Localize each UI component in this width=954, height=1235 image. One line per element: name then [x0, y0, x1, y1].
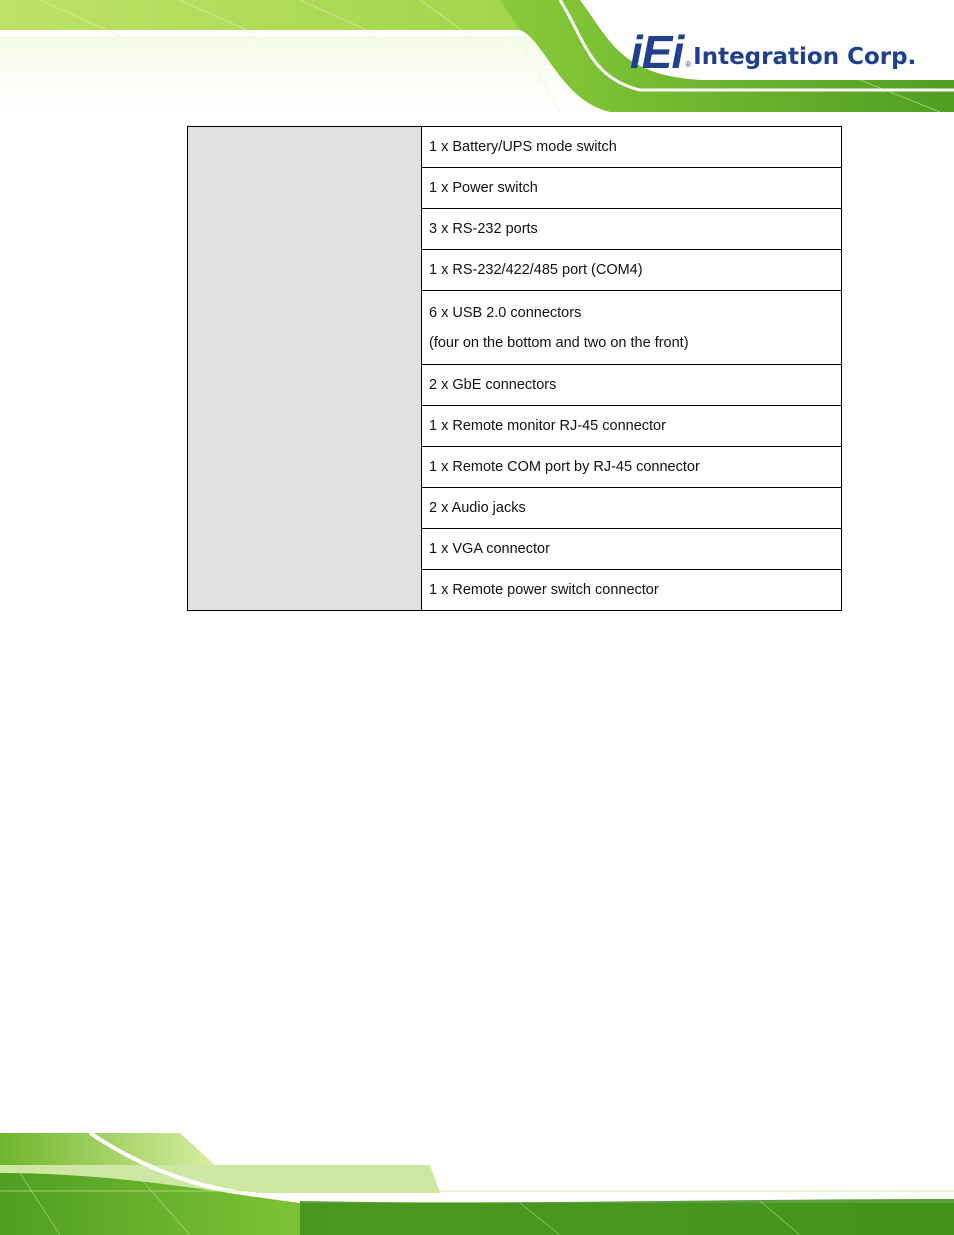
spec-item-cell: [422, 127, 842, 168]
spec-item-cell: [422, 447, 842, 488]
spec-item-cell: [422, 529, 842, 570]
page-footer: [0, 1133, 954, 1235]
logo-registered-mark: ®: [685, 60, 692, 69]
spec-item-cell: [422, 365, 842, 406]
spec-item-text: 6 x USB 2.0 connectors: [429, 304, 582, 321]
spec-item-text: 1 x VGA connector: [429, 541, 550, 557]
spec-item-cell: [422, 168, 842, 209]
spec-item-text: 1 x Remote power switch connector: [429, 582, 659, 598]
company-logo: [630, 26, 917, 78]
spec-item-text: 1 x Battery/UPS mode switch: [429, 139, 617, 155]
spec-item-cell: [422, 406, 842, 447]
spec-item-text: 2 x Audio jacks: [429, 500, 526, 516]
page-header: [0, 0, 954, 112]
spec-item-text: 2 x GbE connectors: [429, 377, 557, 393]
spec-item-cell: [422, 209, 842, 250]
spec-label-cell: [188, 127, 422, 611]
table-row: [188, 127, 842, 168]
spec-item-text: 3 x RS-232 ports: [429, 221, 538, 237]
spec-item-cell: [422, 570, 842, 611]
spec-item-cell: [422, 291, 842, 365]
logo-company-name: Integration Corp.: [693, 44, 917, 70]
footer-banner-graphic: [0, 1133, 954, 1235]
spec-item-cell: [422, 250, 842, 291]
spec-table-body: [188, 127, 842, 611]
spec-item-text: 1 x Remote COM port by RJ-45 connector: [429, 459, 700, 475]
spec-item-subtext: (four on the bottom and two on the front): [429, 334, 689, 351]
spec-item-text: 1 x RS-232/422/485 port (COM4): [429, 262, 643, 278]
spec-item-cell: [422, 488, 842, 529]
logo-mark: iEi: [630, 26, 684, 78]
io-spec-table: [187, 126, 842, 611]
spec-item-text: 1 x Power switch: [429, 180, 538, 196]
spec-item-text: 1 x Remote monitor RJ-45 connector: [429, 418, 666, 434]
